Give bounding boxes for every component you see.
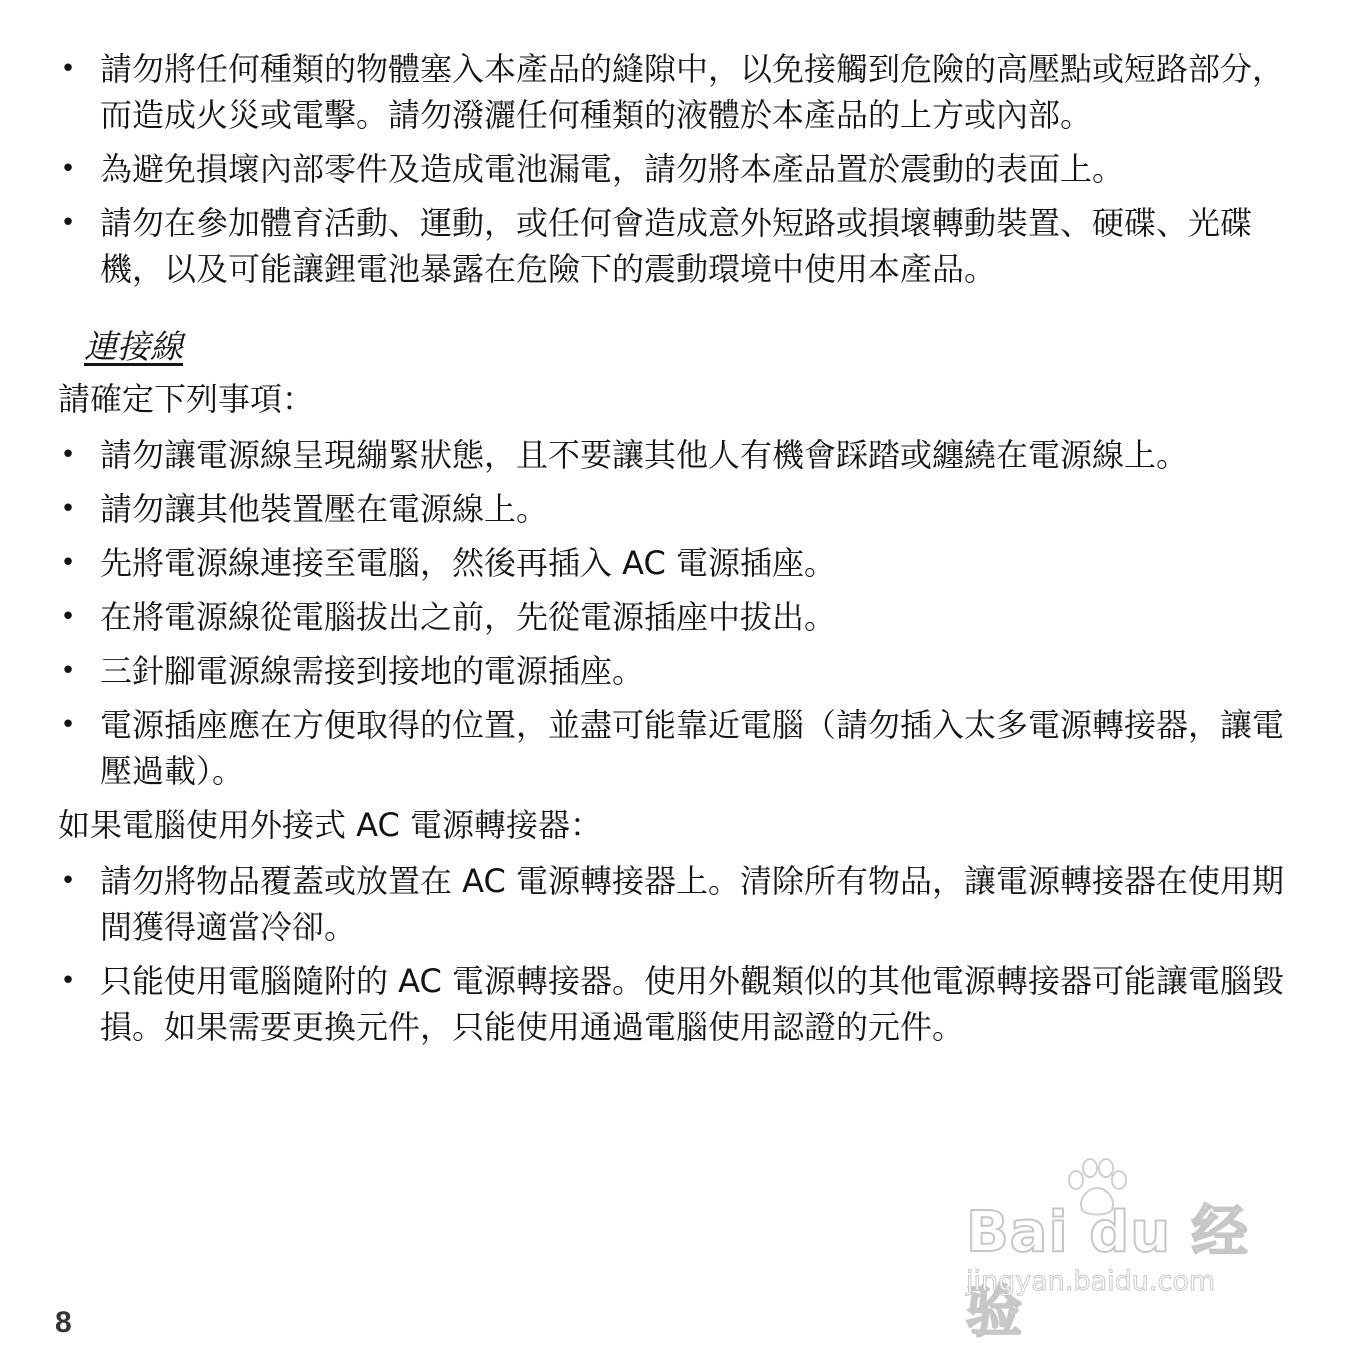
list-item-text: 電源插座應在方便取得的位置，並盡可能靠近電腦（請勿插入太多電源轉接器，讓電壓過載）。 (100, 706, 1285, 790)
list-item-text: 三針腳電源線需接到接地的電源插座。 (100, 652, 645, 690)
list-item (58, 702, 1308, 794)
safety-list (58, 46, 1308, 292)
bullet-icon: • (60, 548, 76, 578)
list-item (58, 486, 1308, 532)
bullet-icon: • (60, 154, 76, 184)
bullet-icon: • (60, 866, 76, 896)
bullet-icon: • (60, 656, 76, 686)
page-number: 8 (55, 1306, 72, 1339)
list-item (58, 958, 1308, 1050)
list-item-text: 先將電源線連接至電腦，然後再插入 AC 電源插座。 (100, 544, 837, 582)
list-item (58, 146, 1308, 192)
cable-list (58, 432, 1308, 794)
list-item (58, 540, 1308, 586)
bullet-icon: • (60, 494, 76, 524)
bullet-icon: • (60, 602, 76, 632)
adapter-intro: 如果電腦使用外接式 AC 電源轉接器： (58, 806, 603, 844)
list-item (58, 858, 1308, 950)
list-item (58, 200, 1308, 292)
list-item-text: 只能使用電腦隨附的 AC 電源轉接器。使用外觀類似的其他電源轉接器可能讓電腦毀損。如果需要更換元件，只能使用通過電腦使用認證的元件。 (100, 962, 1285, 1046)
list-item (58, 648, 1308, 694)
list-item-text: 請勿讓其他裝置壓在電源線上。 (100, 490, 549, 528)
baidu-jingyan-watermark (962, 1158, 1282, 1345)
list-item-text: 為避免損壞內部零件及造成電池漏電，請勿將本產品置於震動的表面上。 (100, 150, 1125, 188)
section-intro: 請確定下列事項： (58, 380, 315, 418)
list-item-text: 在將電源線從電腦拔出之前，先從電源插座中拔出。 (100, 598, 837, 636)
list-item-text: 請勿讓電源線呈現繃緊狀態，且不要讓其他人有機會踩踏或纏繞在電源線上。 (100, 436, 1189, 474)
list-item-text: 請勿在參加體育活動、運動，或任何會造成意外短路或損壞轉動裝置、硬碟、光碟機，以及可能讓鋰電池暴露在危險下的震動環境中使用本產品。 (100, 204, 1253, 288)
bullet-icon: • (60, 440, 76, 470)
list-item-text: 請勿將任何種類的物體塞入本產品的縫隙中，以免接觸到危險的高壓點或短路部分，而造成火災或電擊。請勿潑灑任何種類的液體於本產品的上方或內部。 (100, 50, 1285, 134)
watermark-logo-text: Bai du 经验 (966, 1200, 1249, 1345)
list-item (58, 432, 1308, 478)
bullet-icon: • (60, 966, 76, 996)
section-heading: 連接線 (84, 327, 183, 366)
bullet-icon: • (60, 54, 76, 84)
bullet-icon: • (60, 208, 76, 238)
page-content (58, 46, 1308, 1058)
bullet-icon: • (60, 710, 76, 740)
watermark-url: jingyan.baidu.com (966, 1266, 1216, 1297)
list-item (58, 46, 1308, 138)
list-item-text: 請勿將物品覆蓋或放置在 AC 電源轉接器上。清除所有物品，讓電源轉接器在使用期間獲得適當冷卻。 (100, 862, 1285, 946)
list-item (58, 594, 1308, 640)
adapter-list (58, 858, 1308, 1050)
